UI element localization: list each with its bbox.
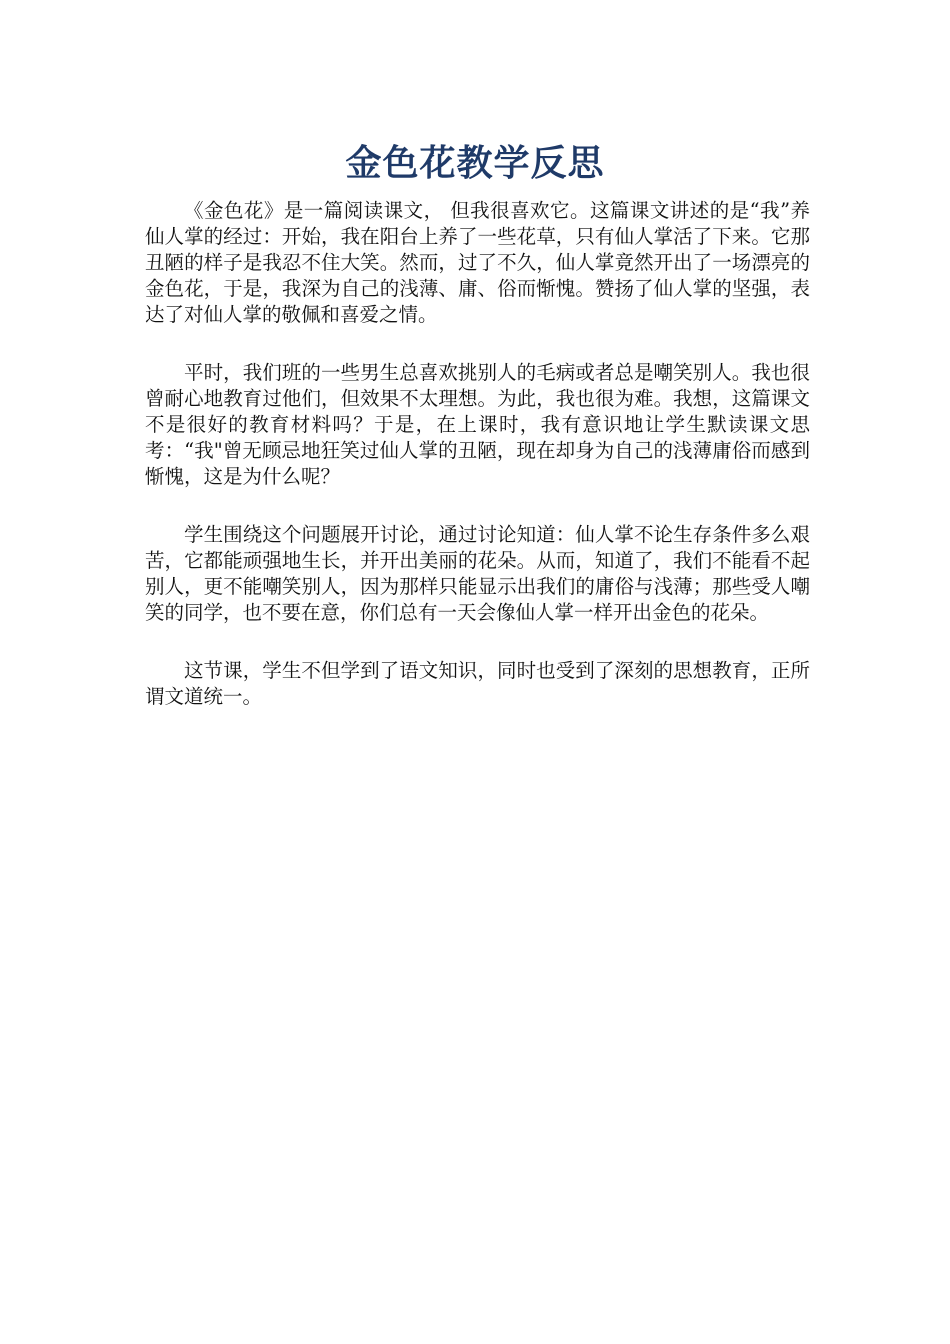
document-title: 金色花教学反思 xyxy=(345,143,605,184)
document-body xyxy=(145,198,810,742)
paragraph-4: 这节课，学生不但学到了语文知识，同时也受到了深刻的思想教育，正所谓文道统一。 xyxy=(145,659,810,708)
paragraph-1: 《金色花》是一篇阅读课文， 但我很喜欢它。这篇课文讲述的是“我”养仙人掌的经过：开始，我在阳台上养了一些花草，只有仙人掌活了下来。它那丑陋的样子是我忍不住大笑。然而，过了不久，仙人掌竟然开出了一场漂亮的金色花，于是，我深为自己的浅薄、庸、俗而惭愧。赞扬了仙人掌的坚强，表达了对仙人掌的敬佩和喜爱之情。 xyxy=(145,199,810,326)
paragraph-2: 平时，我们班的一些男生总喜欢挑别人的毛病或者总是嘲笑别人。我也很曾耐心地教育过他们，但效果不太理想。为此，我也很为难。我想，这篇课文不是很好的教育材料吗？于是，在上课时，我有意识地让学生默读课文思考：“我"曾无顾忌地狂笑过仙人掌的丑陋，现在却身为自己的浅薄庸俗而感到惭愧，这是为什么呢？ xyxy=(145,361,810,488)
paragraph-3: 学生围绕这个问题展开讨论，通过讨论知道：仙人掌不论生存条件多么艰苦，它都能顽强地生长，并开出美丽的花朵。从而，知道了，我们不能看不起别人，更不能嘲笑别人，因为那样只能显示出我们的庸俗与浅薄；那些受人嘲笑的同学，也不要在意，你们总有一天会像仙人掌一样开出金色的花朵。 xyxy=(145,523,810,624)
